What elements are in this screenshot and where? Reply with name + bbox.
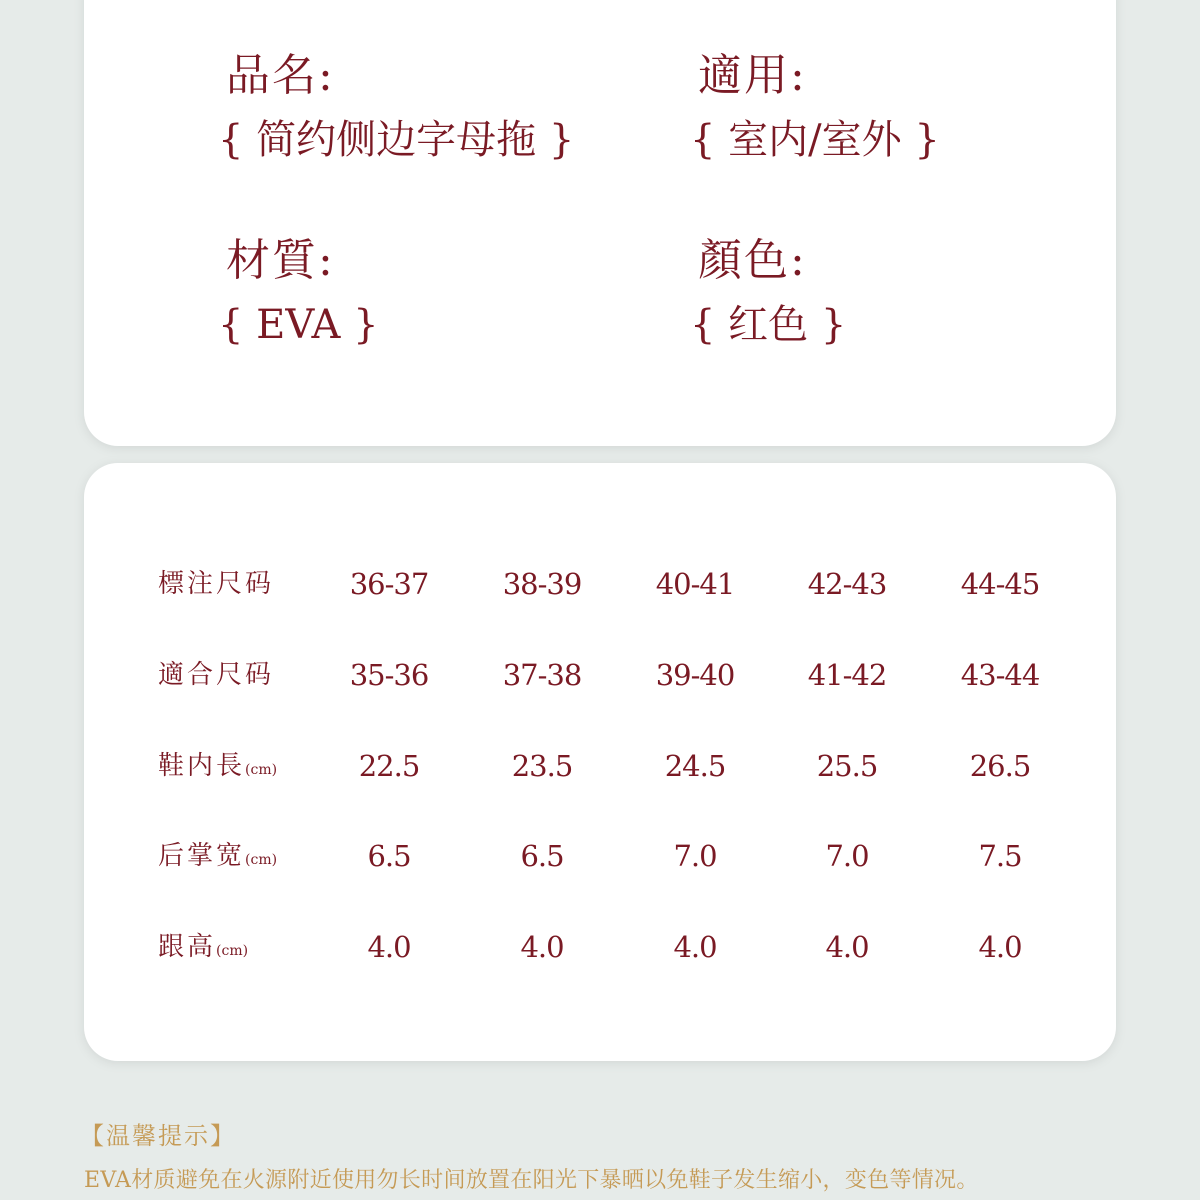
- size-row-label: [158, 836, 277, 880]
- size-cell: 4.0: [367, 930, 411, 964]
- usage-block: [690, 50, 940, 166]
- size-cell: 38-39: [502, 567, 582, 601]
- size-cell: 24.5: [664, 749, 726, 783]
- size-row: [84, 927, 1116, 967]
- color-value: { 红色 }: [690, 302, 847, 348]
- size-cell: 44-45: [960, 567, 1040, 601]
- size-row-label-text: 標注尺码: [158, 569, 275, 599]
- size-row-unit: (cm): [245, 762, 278, 778]
- size-cell: 7.0: [673, 839, 717, 873]
- size-cell: 22.5: [358, 749, 420, 783]
- tips-title: 【温馨提示】: [80, 1122, 236, 1150]
- size-cell: 4.0: [520, 930, 564, 964]
- size-row-label-text: 后掌宽: [158, 841, 246, 871]
- size-cell: 4.0: [978, 930, 1022, 964]
- size-cell: 41-42: [807, 658, 887, 692]
- size-row-unit: (cm): [216, 943, 249, 959]
- size-cell: 6.5: [520, 839, 564, 873]
- size-cell: 23.5: [511, 749, 573, 783]
- size-row: [84, 836, 1116, 876]
- size-row: [84, 655, 1116, 695]
- size-table-card: [84, 463, 1116, 1061]
- size-cell: 40-41: [655, 567, 735, 601]
- size-cell: 7.0: [825, 839, 869, 873]
- product-name-label: 品名:: [226, 50, 335, 101]
- size-cell: 39-40: [655, 658, 735, 692]
- material-label: 材質:: [226, 235, 335, 286]
- material-block: [218, 235, 379, 351]
- usage-label: 適用:: [698, 50, 807, 101]
- size-cell: 4.0: [825, 930, 869, 964]
- size-cell: 6.5: [367, 839, 411, 873]
- size-cell: 37-38: [502, 658, 582, 692]
- size-row-label-text: 適合尺码: [158, 660, 275, 690]
- material-value: { EVA }: [218, 302, 379, 348]
- size-cell: 25.5: [816, 749, 878, 783]
- color-label: 顏色:: [698, 235, 807, 286]
- size-row: [84, 746, 1116, 786]
- size-row-label-text: 跟高: [158, 932, 217, 962]
- tips-text: EVA材质避免在火源附近使用勿长时间放置在阳光下暴晒以免鞋子发生缩小，变色等情况。: [84, 1168, 979, 1193]
- size-row: [84, 564, 1116, 604]
- size-cell: 7.5: [978, 839, 1022, 873]
- size-row-label: [158, 927, 248, 971]
- size-cell: 36-37: [349, 567, 429, 601]
- size-cell: 26.5: [969, 749, 1031, 783]
- size-row-unit: (cm): [245, 852, 278, 868]
- product-name-block: [218, 50, 575, 166]
- size-cell: 43-44: [960, 658, 1040, 692]
- color-block: [690, 235, 847, 351]
- size-cell: 4.0: [673, 930, 717, 964]
- size-row-label: [158, 746, 277, 790]
- product-info-card: [84, 0, 1116, 446]
- size-row-label-text: 鞋内長: [158, 751, 246, 781]
- usage-value: { 室内/室外 }: [690, 117, 940, 163]
- size-cell: 42-43: [807, 567, 887, 601]
- size-row-label: [158, 655, 274, 699]
- size-cell: 35-36: [349, 658, 429, 692]
- product-name-value: { 简约侧边字母拖 }: [218, 117, 575, 163]
- size-row-label: [158, 564, 274, 608]
- tips-section: [80, 1117, 1144, 1200]
